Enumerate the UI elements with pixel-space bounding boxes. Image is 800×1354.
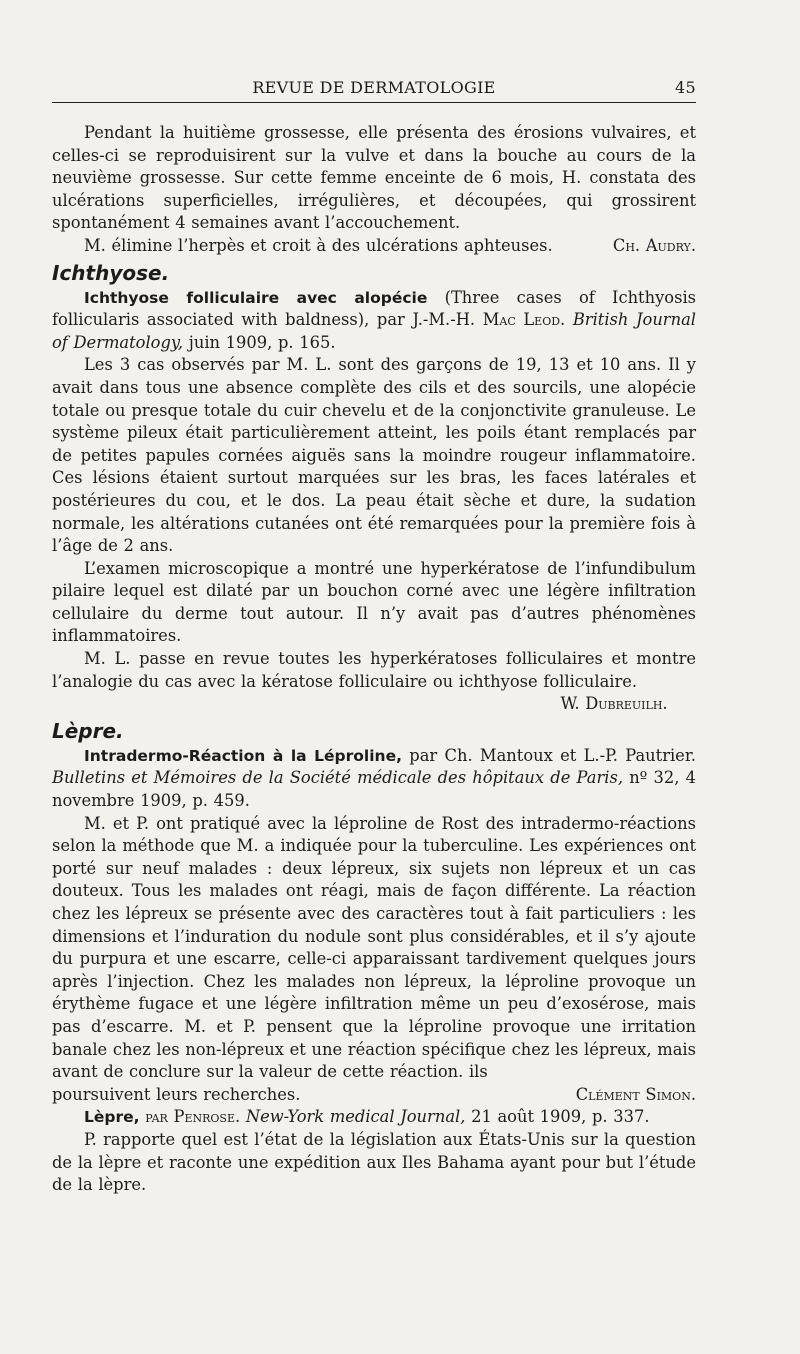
paragraph: M. et P. ont pratiqué avec la léproline de Rost des intradermo-réactions selon la méthode que M. a indiquée pour la tuberculine. Les expériences ont porté sur neuf malades : deux lépreux, six sujets non lépreux et un cas douteux. Tous les malades ont réagi, mais de façon différente. La réaction chez les lépreux se présente avec des caractères tout à fait particuliers : les dimensions et l’induration du nodule sont plus considérables, et il s’y ajoute du purpura et une escarre, celle-ci apparaissant tardivement quelques jours après l’injection. Chez les malades non lépreux, la léproline provoque un érythème fugace et une légère infiltration même un peu d’exosérose, mais pas d’escarre. M. et P. pensent que la léproline provoque une irritation banale chez les non-lépreux et une réaction spécifique chez les lépreux, mais avant de conclure sur la valeur de cette réaction. ils [52, 813, 696, 1082]
reference-date: juin 1909, p. 165. [183, 332, 336, 352]
author-name: J.-M.-H. Mac Leod. [412, 310, 566, 330]
running-header [52, 76, 696, 103]
article-reference [52, 287, 696, 355]
signature: Ch. Audry. [612, 235, 696, 255]
article-reference [52, 745, 696, 813]
page [52, 0, 696, 1354]
page-number: 45 [675, 78, 696, 97]
article-body [52, 122, 696, 1197]
paragraph-text: M. élimine l’herpès et croit à des ulcérations aphteuses. [84, 235, 553, 255]
signature-text: W. Dubreuilh. [560, 694, 668, 714]
section-heading: Ichthyose. [52, 260, 170, 285]
journal-name: Bulletins et Mémoires de la Société médicale des hôpitaux de Paris, [52, 768, 623, 788]
section-heading: Lèpre. [52, 718, 124, 743]
reference-date: nº 32, 4 novembre 1909, p. 459. [52, 768, 696, 811]
paragraph: L’examen microscopique a montré une hyperkératose de l’infundibulum pilaire lequel est dilaté par un bouchon corné avec une légère infiltration cellulaire du derme tout autour. Il n’y avait pas d’autres phénomènes inflammatoires. [52, 558, 696, 646]
signature: Clément Simon. [575, 1084, 696, 1104]
journal-name: British Journal of Dermatology, [52, 310, 696, 352]
reference-text: (Three cases of Ichthyosis follicularis associated with baldness), par [52, 287, 697, 330]
paragraph-last-line [52, 1084, 696, 1107]
article-title: Intradermo-Réaction à la Léproline, [84, 746, 402, 765]
journal-title: REVUE DE DERMATOLOGIE [252, 78, 496, 97]
article-title: Ichthyose folliculaire avec alopécie [84, 288, 428, 307]
reference-text: par Ch. Mantoux et L.-P. Pautrier. [401, 745, 696, 765]
article-title: Lèpre, [84, 1108, 140, 1127]
paragraph-text: poursuivent leurs recherches. [52, 1084, 301, 1104]
reference-date: 21 août 1909, p. 337. [465, 1107, 650, 1127]
signature [52, 693, 696, 716]
paragraph-with-signature [52, 235, 696, 258]
paragraph: P. rapporte quel est l’état de la législation aux États-Unis sur la question de la lèpre et raconte une expédition aux Iles Bahama ayant pour but l’étude de la lèpre. [52, 1129, 696, 1195]
article-reference [52, 1106, 696, 1129]
reference-text: par Penrose. [139, 1107, 241, 1127]
paragraph: M. L. passe en revue toutes les hyperkératoses folliculaires et montre l’analogie du cas avec la kératose folliculaire ou ichthyose folliculaire. [52, 649, 696, 691]
paragraph: Les 3 cas observés par M. L. sont des garçons de 19, 13 et 10 ans. Il y avait dans tous une absence complète des cils et des sourcils, une alopécie totale ou presque totale du cuir chevelu et de la conjonctivite granuleuse. Le système pileux était particulièrement atteint, les poils étant remplacés par de petites papules cornées aiguës sans la moindre rougeur inflammatoire. Ces lésions étaient surtout marquées sur les bras, les faces latérales et postérieures du cou, et le dos. La peau était sèche et dure, la sudation normale, les altérations cutanées ont été remarquées pour la première fois à l’âge de 2 ans. [52, 355, 696, 556]
paragraph: Pendant la huitième grossesse, elle présenta des érosions vulvaires, et celles-ci se reproduisirent sur la vulve et dans la bouche au cours de la neuvième grossesse. Sur cette femme enceinte de 6 mois, H. constata des ulcérations superficielles, irrégulières, et découpées, qui grossirent spontanément 4 semaines avant l’accouchement. [52, 123, 696, 233]
journal-name: New-York medical Journal, [240, 1107, 466, 1127]
